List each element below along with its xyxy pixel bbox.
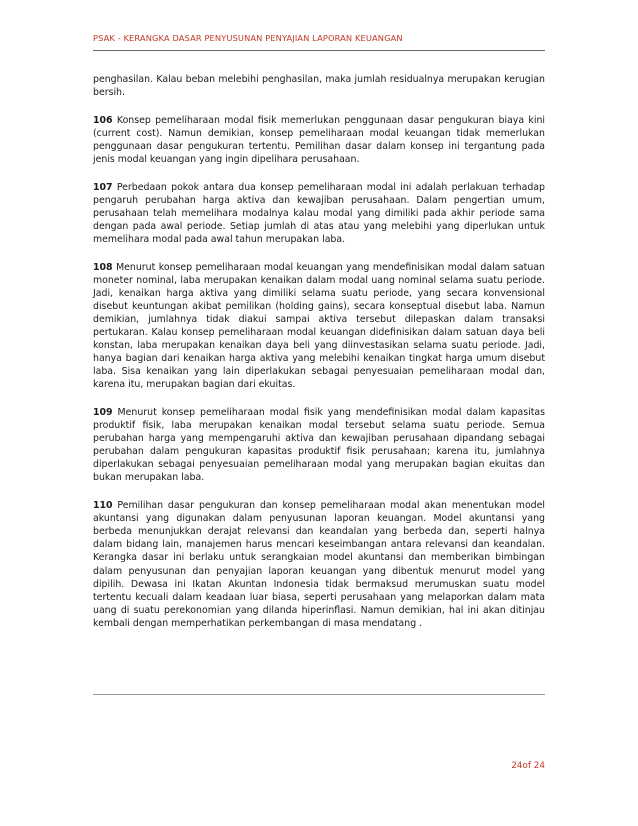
document-body (93, 73, 545, 644)
paragraph-text: Konsep pemeliharaan modal fisik memerlukan penggunaan dasar pengukuran biaya kini (current cost). Namun demikian, konsep pemeliharaan modal keuangan tidak memerlukan penggunaan dasar pengukuran tertentu. Pemilihan dasar dalam konsep ini tergantung pada jenis modal keuangan yang ingin dipelihara perusahaan. (93, 114, 545, 165)
paragraph-109 (93, 406, 545, 485)
page-number: 24of 24 (511, 761, 545, 771)
paragraph-continuation (93, 73, 545, 99)
paragraph-107 (93, 181, 545, 246)
paragraph-number: 109 (93, 406, 113, 418)
paragraph-number: 106 (93, 114, 113, 126)
page-header-title: PSAK - KERANGKA DASAR PENYUSUNAN PENYAJIAN LAPORAN KEUANGAN (93, 33, 403, 43)
paragraph-text: Pemilihan dasar pengukuran dan konsep pemeliharaan modal akan menentukan model akuntansi yang digunakan dalam penyusunan laporan keuangan. Model akuntansi yang berbeda menunjukkan derajat relevansi dan keandalan yang berbeda dan, seperti halnya dalam bidang lain, manajemen harus mencari keseimbangan antara relevansi dan keandalan. Kerangka dasar ini berlaku untuk serangkaian model akuntansi dan memberikan bimbingan dalam penyusunan dan penyajian laporan keuangan yang dibentuk menurut model yang dipilih. Dewasa ini Ikatan Akuntan Indonesia tidak bermaksud merumuskan suatu model tertentu kecuali dalam keadaan luar biasa, seperti perusahaan yang melaporkan dalam mata uang di suatu perekonomian yang dilanda hiperinflasi. Namun demikian, hal ini akan ditinjau kembali dengan memperhatikan perkembangan di masa mendatang . (93, 500, 545, 629)
paragraph-text: Menurut konsep pemeliharaan modal keuangan yang mendefinisikan modal dalam satuan moneter nominal, laba merupakan kenaikan dalam modal uang nominal selama suatu periode. Jadi, kenaikan harga aktiva yang dimiliki selama suatu periode, yang secara konvensional disebut keuntungan akibat pemilikan (holding gains), secara konseptual disebut laba. Namun demikian, jumlahnya tidak diakui sampai aktiva tersebut dilepaskan dalam transaksi pertukaran. Kalau konsep pemeliharaan modal keuangan didefinisikan dalam satuan daya beli konstan, laba merupakan kenaikan daya beli yang diinvestasikan selama suatu periode. Jadi, hanya bagian dari kenaikan harga aktiva yang melebihi kenaikan tingkat harga umum disebut laba. Sisa kenaikan yang lain diperlakukan sebagai penyesuaian pemeliharaan modal dan, karena itu, merupakan bagian dari ekuitas. (93, 261, 545, 391)
paragraph-106 (93, 114, 545, 166)
paragraph-number: 110 (93, 500, 113, 512)
paragraph-number: 108 (93, 261, 113, 273)
paragraph-108 (93, 261, 545, 392)
header-divider (93, 50, 545, 51)
paragraph-number: 107 (93, 181, 113, 193)
paragraph-text: Menurut konsep pemeliharaan modal fisik yang mendefinisikan modal dalam kapasitas produktif fisik, laba merupakan kenaikan modal tersebut selama suatu periode. Semua perubahan harga yang mempengaruhi aktiva dan kewajiban perusahaan dipandang sebagai perubahan dalam pengukuran kapasitas produktif fisik perusahaan; karena itu, jumlahnya diperlakukan sebagai penyesuaian pemeliharaan modal yang merupakan bagian ekuitas dan bukan merupakan laba. (93, 406, 546, 484)
paragraph-text: Perbedaan pokok antara dua konsep pemeliharaan modal ini adalah perlakuan terhadap pengaruh perubahan harga aktiva dan kewajiban perusahaan. Dalam pengertian umum, perusahaan telah memelihara modalnya kalau modal yang dimiliki pada akhir periode sama dengan pada awal periode. Setiap jumlah di atas atau yang melebihi yang diperlukan untuk memelihara modal pada awal tahun merupakan laba. (93, 181, 545, 245)
paragraph-110 (93, 499, 545, 630)
paragraph-text: penghasilan. Kalau beban melebihi penghasilan, maka jumlah residualnya merupakan kerugian bersih. (93, 74, 545, 99)
footer-divider (93, 694, 545, 695)
